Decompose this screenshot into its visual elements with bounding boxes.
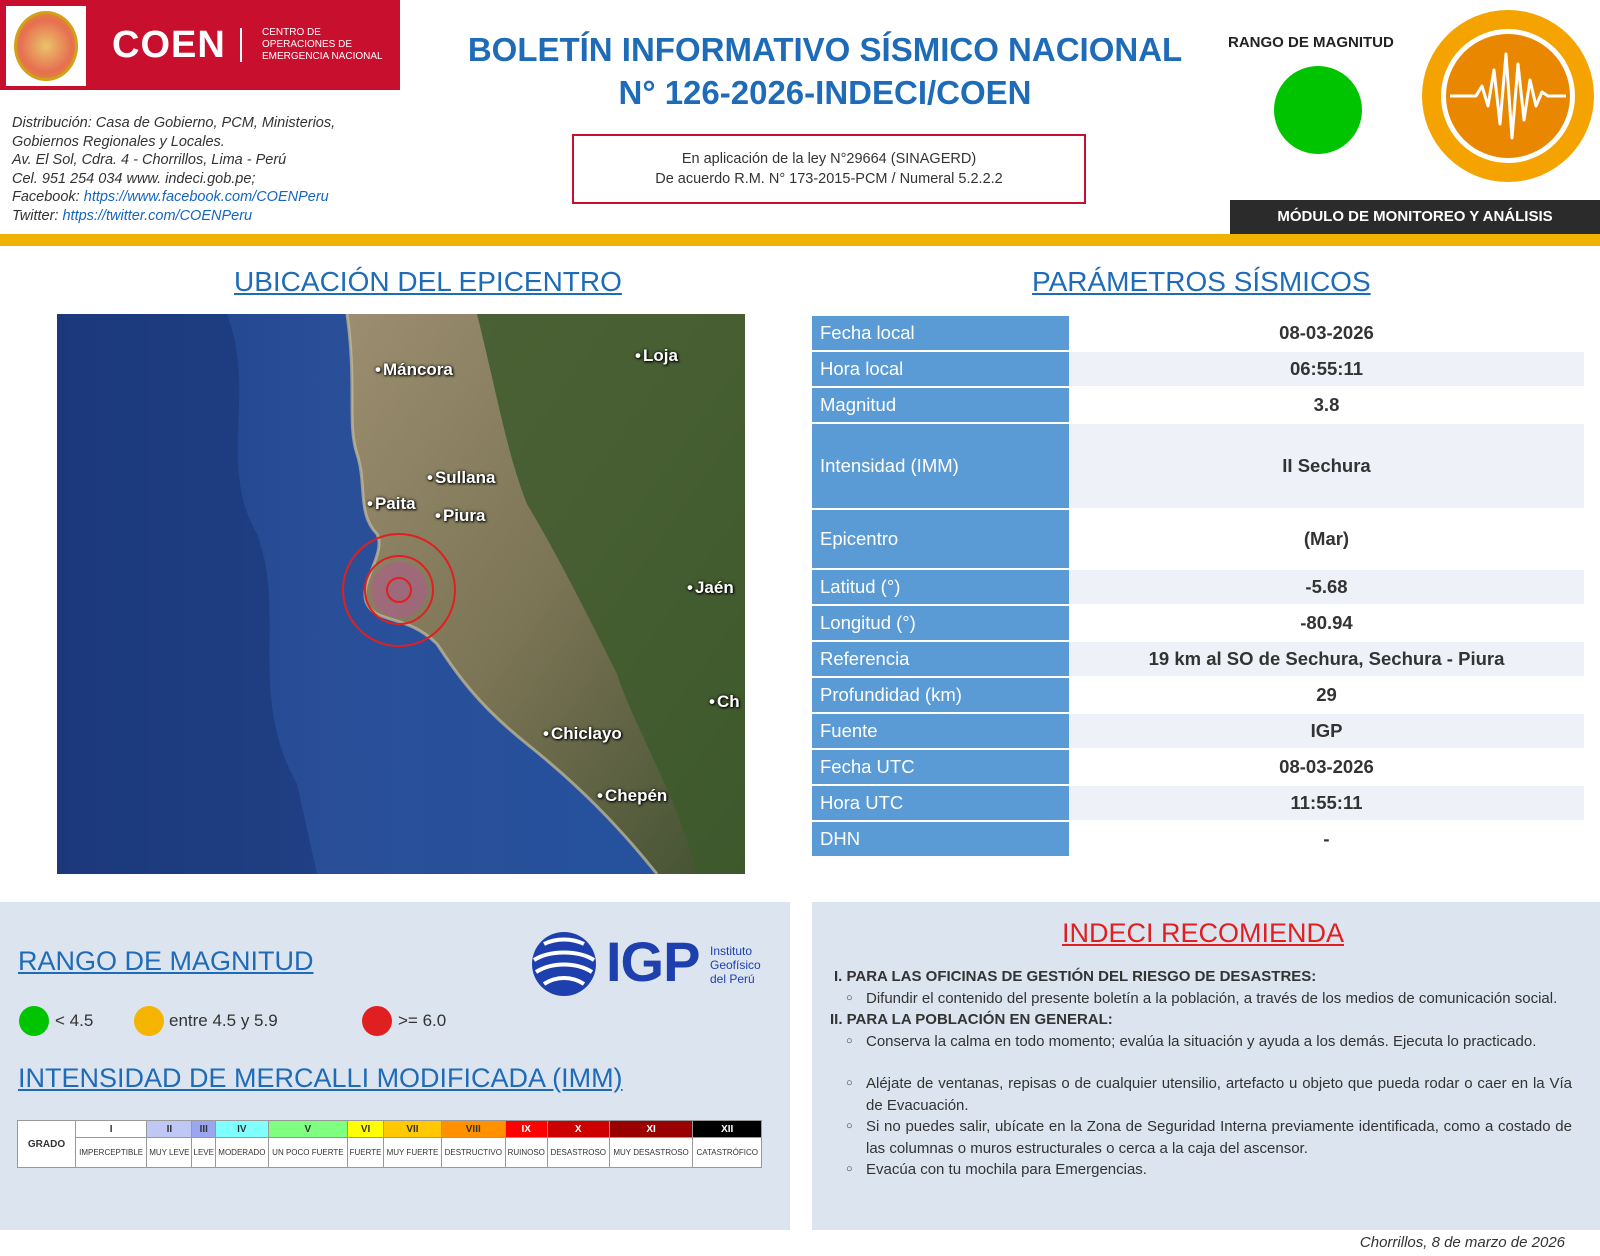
imm-grade-name: CATASTRÓFICO <box>693 1138 762 1168</box>
facebook-label: Facebook: <box>12 189 84 206</box>
coen-logo-subtitle: CENTRO DE OPERACIONES DE EMERGENCIA NACIONAL <box>262 27 383 62</box>
imm-grade-name: DESTRUCTIVO <box>441 1138 505 1168</box>
map-city-label: • Jaén <box>687 578 734 598</box>
law-reference-box <box>572 134 1086 204</box>
param-key: Intensidad (IMM) <box>812 424 1069 508</box>
monitoring-module-bar: MÓDULO DE MONITOREO Y ANÁLISIS <box>1230 200 1600 234</box>
igp-globe-icon <box>530 930 598 998</box>
imm-grade-name: FUERTE <box>348 1138 384 1168</box>
param-value: 19 km al SO de Sechura, Sechura - Piura <box>1069 642 1584 676</box>
twitter-label: Twitter: <box>12 207 63 224</box>
imm-grade-roman: VII <box>384 1121 442 1138</box>
list-item: ○ Difundir el contenido del presente boletín a la población, a través de los medios de comunicación social. <box>866 988 1572 1010</box>
footer-date: Chorrillos, 8 de marzo de 2026 <box>1359 1234 1565 1251</box>
title-line-1: BOLETÍN INFORMATIVO SÍSMICO NACIONAL <box>467 31 1183 68</box>
imm-grade-roman: XI <box>609 1121 693 1138</box>
igp-name-line: del Perú <box>710 972 755 986</box>
param-value: 29 <box>1316 684 1337 705</box>
list-item: ○ Si no puedes salir, ubícate en la Zona de Seguridad Interna previamente identificada, como a costado de las columnas o muros estructurales o cerca a la caja del ascensor. <box>866 1116 1572 1159</box>
list-item: ○ Evacúa con tu mochila para Emergencias. <box>866 1159 1572 1181</box>
twitter-link[interactable]: https://twitter.com/COENPeru <box>62 207 253 224</box>
table-row <box>812 822 1584 856</box>
param-key: Referencia <box>812 642 1069 676</box>
imm-grade-roman: VIII <box>441 1121 505 1138</box>
coen-logo-text: COEN <box>112 24 226 66</box>
map-city-label: • Loja <box>635 346 678 366</box>
param-key: Fecha UTC <box>812 750 1069 784</box>
param-key: Hora local <box>812 352 1069 386</box>
header-divider <box>0 234 1600 246</box>
imm-grade-name: UN POCO FUERTE <box>268 1138 347 1168</box>
igp-logo <box>530 930 766 998</box>
seismic-parameters-table <box>812 314 1584 858</box>
distribution-info <box>12 114 392 226</box>
param-key: Epicentro <box>812 510 1069 568</box>
magnitude-legend-label: entre 4.5 y 5.9 <box>169 1011 278 1030</box>
epicenter-map[interactable] <box>57 314 745 874</box>
imm-grade-roman: IV <box>216 1121 269 1138</box>
imm-grade-name: MUY FUERTE <box>384 1138 442 1168</box>
recommendation-section-title: II. PARA LA POBLACIÓN EN GENERAL: <box>830 1011 1113 1028</box>
magnitude-red-dot-icon <box>362 1006 392 1036</box>
list-item: ○ Aléjate de ventanas, repisas o de cualquier utensilio, artefacto u objeto que pueda rodar o caer en la Vía de Evacuación. <box>866 1073 1572 1116</box>
magnitude-yellow-dot-icon <box>134 1006 164 1036</box>
param-value: -5.68 <box>1069 570 1584 604</box>
map-city-label: • Chiclayo <box>543 724 622 744</box>
magnitude-legend-label: >= 6.0 <box>398 1011 447 1030</box>
table-row <box>812 786 1584 820</box>
magnitude-legend-label: < 4.5 <box>55 1011 94 1030</box>
magnitude-indicator-icon <box>1274 66 1362 154</box>
imm-grade-name: MUY LEVE <box>147 1138 192 1168</box>
param-key: Profundidad (km) <box>812 678 1069 712</box>
map-city-label: • Sullana <box>427 468 495 488</box>
imm-grade-roman: II <box>147 1121 192 1138</box>
param-key: Fecha local <box>812 316 1069 350</box>
imm-grade-roman: V <box>268 1121 347 1138</box>
param-key: Longitud (°) <box>812 606 1069 640</box>
table-row <box>812 424 1584 508</box>
param-key: DHN <box>812 822 1069 856</box>
list-item: ○ Conserva la calma en todo momento; evalúa la situación y ayuda a los demás. Ejecuta lo practicado. <box>866 1031 1572 1053</box>
epicenter-section-title: UBICACIÓN DEL EPICENTRO <box>234 266 622 297</box>
param-value: 06:55:11 <box>1069 352 1584 386</box>
imm-grade-roman: X <box>547 1121 609 1138</box>
table-row <box>812 642 1584 676</box>
param-value: (Mar) <box>1303 528 1350 549</box>
map-city-label: • Chepén <box>597 786 667 806</box>
parameters-section-title: PARÁMETROS SÍSMICOS <box>1032 266 1371 297</box>
param-value: - <box>1323 828 1330 849</box>
table-row <box>812 570 1584 604</box>
igp-name-line: Geofísico <box>710 958 761 972</box>
igp-abbr: IGP <box>606 930 700 993</box>
imm-grade-name: MODERADO <box>216 1138 269 1168</box>
imm-grade-name: DESASTROSO <box>547 1138 609 1168</box>
bulletin-title <box>430 28 1220 114</box>
param-value: 11:55:11 <box>1069 786 1584 820</box>
imm-grade-name: MUY DESASTROSO <box>609 1138 693 1168</box>
facebook-link[interactable]: https://www.facebook.com/COENPeru <box>83 189 329 206</box>
distribution-line: Av. El Sol, Cdra. 4 - Chorrillos, Lima - Perú <box>12 152 287 169</box>
table-row <box>812 606 1584 640</box>
magnitude-range-label: RANGO DE MAGNITUD <box>1228 34 1394 51</box>
table-row <box>812 388 1584 422</box>
table-row <box>812 510 1584 568</box>
grado-label: GRADO <box>18 1121 76 1168</box>
map-city-label: • Paita <box>367 494 416 514</box>
imm-grade-roman: I <box>76 1121 147 1138</box>
seismograph-badge-icon <box>1422 10 1594 182</box>
table-row <box>812 714 1584 748</box>
law-line-2: De acuerdo R.M. N° 173-2015-PCM / Numeral 5.2.2.2 <box>655 171 1003 187</box>
param-value: II Sechura <box>1069 424 1584 508</box>
law-line-1: En aplicación de la ley N°29664 (SINAGERD) <box>681 151 977 167</box>
imm-grade-name: IMPERCEPTIBLE <box>76 1138 147 1168</box>
magnitude-green-dot-icon <box>19 1006 49 1036</box>
param-key: Fuente <box>812 714 1069 748</box>
mercalli-scale-table <box>17 1120 762 1168</box>
distribution-line: Distribución: Casa de Gobierno, PCM, Ministerios, <box>12 115 336 131</box>
table-row <box>812 352 1584 386</box>
distribution-line: Gobiernos Regionales y Locales. <box>12 133 225 150</box>
imm-grade-roman: IX <box>505 1121 547 1138</box>
igp-name-line: Instituto <box>710 944 753 958</box>
param-value: 3.8 <box>1313 394 1340 415</box>
mercalli-title: INTENSIDAD DE MERCALLI MODIFICADA (IMM) <box>18 1063 623 1093</box>
map-city-label: • Máncora <box>375 360 453 380</box>
peru-emblem-icon <box>6 6 86 86</box>
imm-grade-roman: XII <box>693 1121 762 1138</box>
imm-grade-name: LEVE <box>192 1138 216 1168</box>
param-key: Hora UTC <box>812 786 1069 820</box>
map-city-label: • Piura <box>435 506 485 526</box>
imm-grade-roman: VI <box>348 1121 384 1138</box>
imm-grade-name: RUINOSO <box>505 1138 547 1168</box>
table-row <box>812 678 1584 712</box>
indeci-recommends-title: INDECI RECOMIENDA <box>1062 918 1345 948</box>
distribution-line: Cel. 951 254 034 www. indeci.gob.pe; <box>12 170 256 187</box>
table-row <box>812 316 1584 350</box>
recommendations-list <box>830 966 1572 1181</box>
title-line-2: N° 126-2026-INDECI/COEN <box>618 74 1032 111</box>
param-value: 08-03-2026 <box>1279 322 1374 343</box>
param-value: 08-03-2026 <box>1279 756 1374 777</box>
imm-grade-roman: III <box>192 1121 216 1138</box>
map-city-label: • Ch <box>709 692 740 712</box>
param-value: IGP <box>1069 714 1584 748</box>
magnitude-range-title: RANGO DE MAGNITUD <box>18 946 314 976</box>
logo-divider <box>240 28 242 62</box>
param-key: Magnitud <box>812 388 1069 422</box>
recommendation-section-title: I. PARA LAS OFICINAS DE GESTIÓN DEL RIESGO DE DESASTRES: <box>834 968 1317 985</box>
param-value: -80.94 <box>1300 612 1353 633</box>
param-key: Latitud (°) <box>812 570 1069 604</box>
coen-logo <box>0 0 400 90</box>
table-row <box>812 750 1584 784</box>
